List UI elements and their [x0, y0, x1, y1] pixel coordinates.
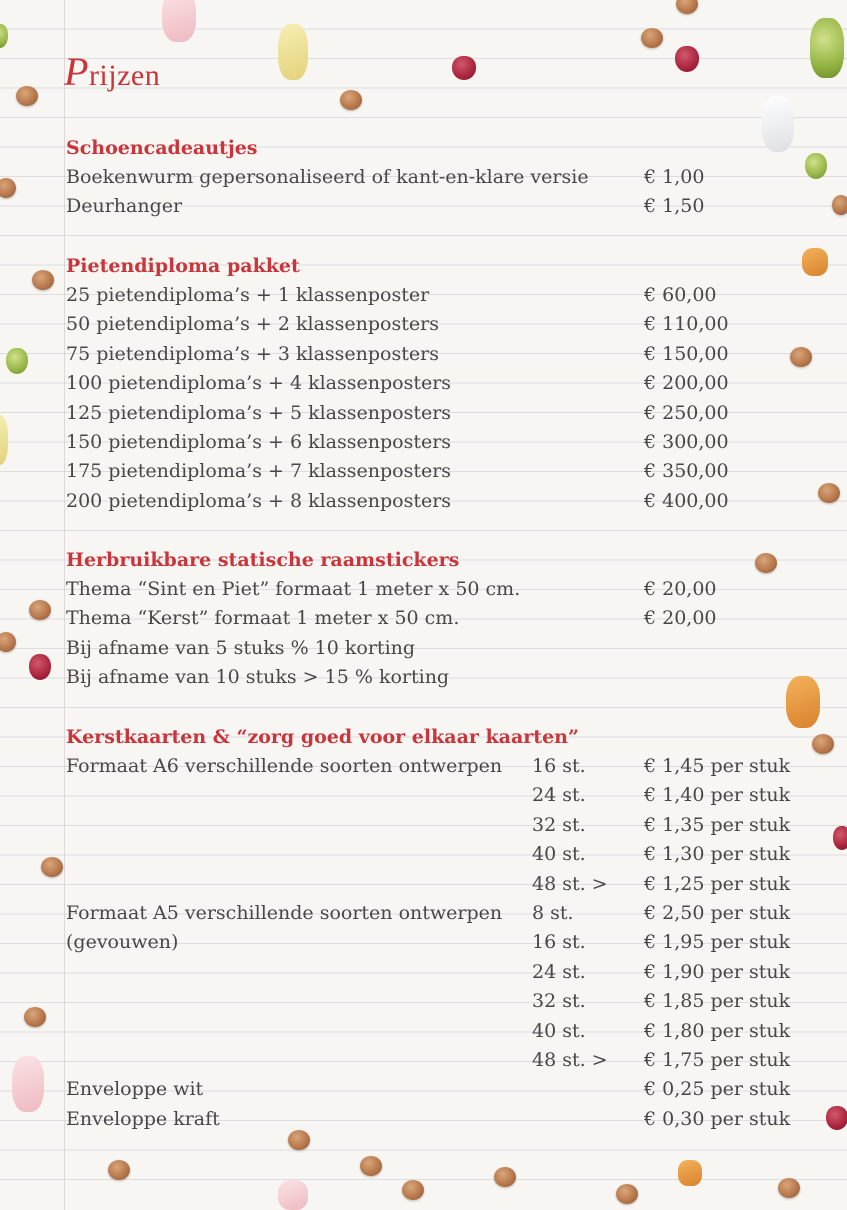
- pepernoot-decoration: [360, 1156, 382, 1176]
- pepernoot-decoration: [16, 86, 38, 106]
- item-price: € 1,95 per stuk: [644, 931, 791, 954]
- item-quantity: 16 st.: [532, 755, 586, 777]
- item-description: Enveloppe kraft: [66, 1107, 220, 1130]
- item-description: 200 pietendiploma’s + 8 klassenposters: [66, 489, 452, 512]
- price-row: [66, 457, 806, 486]
- pepernoot-decoration: [616, 1184, 638, 1204]
- discount-description: Bij afname van 5 stuks % 10 korting: [66, 636, 416, 659]
- page-title-rest: rijzen: [88, 59, 161, 92]
- gum-drop-decoration: [805, 153, 827, 179]
- gum-drop-decoration: [675, 46, 699, 72]
- gum-drop-decoration: [452, 56, 476, 80]
- item-description: Formaat A6 verschillende soorten ontwerpen: [66, 755, 503, 777]
- item-quantity: 40 st.: [532, 1019, 586, 1042]
- page-title-initial: P: [64, 49, 89, 94]
- gum-drop-decoration: [6, 348, 28, 374]
- item-description: Deurhanger: [66, 195, 183, 218]
- item-quantity: 16 st.: [532, 931, 586, 954]
- item-price: € 1,85 per stuk: [644, 990, 791, 1013]
- item-description: 25 pietendiploma’s + 1 klassenposter: [66, 284, 430, 306]
- item-price: € 1,90 per stuk: [644, 960, 791, 983]
- price-row: [66, 928, 806, 957]
- item-quantity: 8 st.: [532, 901, 574, 924]
- item-description: Thema “Sint en Piet” formaat 1 meter x 50 cm.: [66, 578, 521, 600]
- item-price: € 300,00: [644, 430, 729, 453]
- item-price: € 1,30 per stuk: [644, 843, 791, 866]
- item-price: € 350,00: [644, 460, 729, 483]
- item-description: Enveloppe wit: [66, 1078, 204, 1101]
- item-price: € 0,25 per stuk: [644, 1078, 791, 1101]
- item-price: € 1,35 per stuk: [644, 813, 791, 836]
- item-price: € 2,50 per stuk: [644, 901, 791, 924]
- price-row: [66, 752, 806, 781]
- price-row: [66, 281, 806, 310]
- item-description: Formaat A5 verschillende soorten ontwerpen: [66, 901, 503, 924]
- price-row: [66, 1075, 806, 1104]
- pepernoot-decoration: [108, 1160, 130, 1180]
- item-price: € 150,00: [644, 342, 729, 365]
- section-heading: Pietendiploma pakket: [66, 255, 300, 277]
- pepernoot-decoration: [24, 1007, 46, 1027]
- price-row: [66, 811, 806, 840]
- item-price: € 20,00: [644, 578, 717, 600]
- item-price: € 200,00: [644, 372, 729, 395]
- item-price: € 0,30 per stuk: [644, 1107, 791, 1130]
- item-quantity: 32 st.: [532, 990, 586, 1013]
- gum-drop-decoration: [0, 24, 8, 48]
- price-row: [66, 340, 806, 369]
- item-quantity: 24 st.: [532, 960, 586, 983]
- item-price: € 1,75 per stuk: [644, 1048, 791, 1071]
- item-price: € 400,00: [644, 489, 729, 512]
- sugar-figure-decoration: [162, 0, 196, 42]
- item-quantity: 48 st. >: [532, 1048, 608, 1071]
- pepernoot-decoration: [494, 1167, 516, 1187]
- section-heading: Kerstkaarten & “zorg goed voor elkaar kaarten”: [66, 726, 579, 748]
- price-row: [66, 604, 806, 633]
- price-row: [66, 310, 806, 339]
- price-row: [66, 987, 806, 1016]
- item-price: € 20,00: [644, 607, 717, 630]
- gum-drop-decoration: [29, 654, 51, 680]
- item-price: € 1,50: [644, 195, 705, 218]
- pepernoot-decoration: [0, 632, 16, 652]
- sugar-figure-decoration: [278, 1180, 308, 1210]
- price-row: [66, 369, 806, 398]
- item-description: 175 pietendiploma’s + 7 klassenposters: [66, 460, 452, 483]
- item-price: € 1,25 per stuk: [644, 872, 791, 895]
- item-description: Thema “Kerst” formaat 1 meter x 50 cm.: [66, 607, 460, 630]
- item-description: 75 pietendiploma’s + 3 klassenposters: [66, 342, 439, 365]
- pepernoot-decoration: [812, 734, 834, 754]
- section-kerstkaarten: [66, 722, 806, 1134]
- price-row: [66, 899, 806, 928]
- item-price: € 110,00: [644, 313, 729, 336]
- section-heading: Schoencadeautjes: [66, 137, 258, 159]
- pepernoot-decoration: [340, 90, 362, 110]
- item-price: € 1,45 per stuk: [644, 755, 791, 777]
- item-price: € 1,00: [644, 166, 705, 188]
- item-description: Boekenwurm gepersonaliseerd of kant-en-klare versie: [66, 166, 589, 188]
- item-description: 50 pietendiploma’s + 2 klassenposters: [66, 313, 439, 336]
- price-row: [66, 575, 806, 604]
- item-quantity: 40 st.: [532, 843, 586, 866]
- item-description: 125 pietendiploma’s + 5 klassenposters: [66, 401, 452, 424]
- price-row: [66, 399, 806, 428]
- item-quantity: 32 st.: [532, 813, 586, 836]
- pepernoot-decoration: [832, 195, 847, 215]
- price-row: [66, 958, 806, 987]
- price-row: [66, 163, 806, 192]
- pepernoot-decoration: [41, 857, 63, 877]
- sugar-figure-decoration: [810, 18, 844, 78]
- pepernoot-decoration: [32, 270, 54, 290]
- section-schoencadeautjes: [66, 133, 806, 222]
- price-row: [66, 1105, 806, 1134]
- discount-row: [66, 663, 806, 692]
- price-row: [66, 870, 806, 899]
- price-row: [66, 487, 806, 516]
- item-quantity: 48 st. >: [532, 872, 608, 895]
- price-row: [66, 1017, 806, 1046]
- item-quantity: 24 st.: [532, 784, 586, 807]
- pepernoot-decoration: [402, 1180, 424, 1200]
- price-row: [66, 428, 806, 457]
- price-row: [66, 192, 806, 221]
- sugar-figure-decoration: [278, 24, 308, 80]
- sugar-figure-decoration: [0, 415, 8, 465]
- sugar-figure-decoration: [678, 1160, 702, 1186]
- sugar-figure-decoration: [12, 1056, 44, 1112]
- item-description: 150 pietendiploma’s + 6 klassenposters: [66, 430, 452, 453]
- pepernoot-decoration: [778, 1178, 800, 1198]
- item-price: € 60,00: [644, 284, 717, 306]
- gum-drop-decoration: [833, 826, 847, 850]
- item-description: 100 pietendiploma’s + 4 klassenposters: [66, 372, 452, 395]
- pepernoot-decoration: [641, 28, 663, 48]
- price-row: [66, 840, 806, 869]
- section-heading: Herbruikbare statische raamstickers: [66, 549, 460, 571]
- discount-row: [66, 634, 806, 663]
- pepernoot-decoration: [29, 600, 51, 620]
- gum-drop-decoration: [826, 1106, 847, 1130]
- pepernoot-decoration: [0, 178, 16, 198]
- item-price: € 1,40 per stuk: [644, 784, 791, 807]
- price-row: [66, 781, 806, 810]
- section-pietendiploma-pakket: [66, 251, 806, 516]
- pepernoot-decoration: [818, 483, 840, 503]
- page-title: [64, 48, 160, 95]
- section-raamstickers: [66, 545, 806, 693]
- discount-description: Bij afname van 10 stuks > 15 % korting: [66, 666, 450, 689]
- pepernoot-decoration: [676, 0, 698, 14]
- item-price: € 1,80 per stuk: [644, 1019, 791, 1042]
- item-price: € 250,00: [644, 401, 729, 424]
- item-description: (gevouwen): [66, 931, 179, 954]
- price-row: [66, 1046, 806, 1075]
